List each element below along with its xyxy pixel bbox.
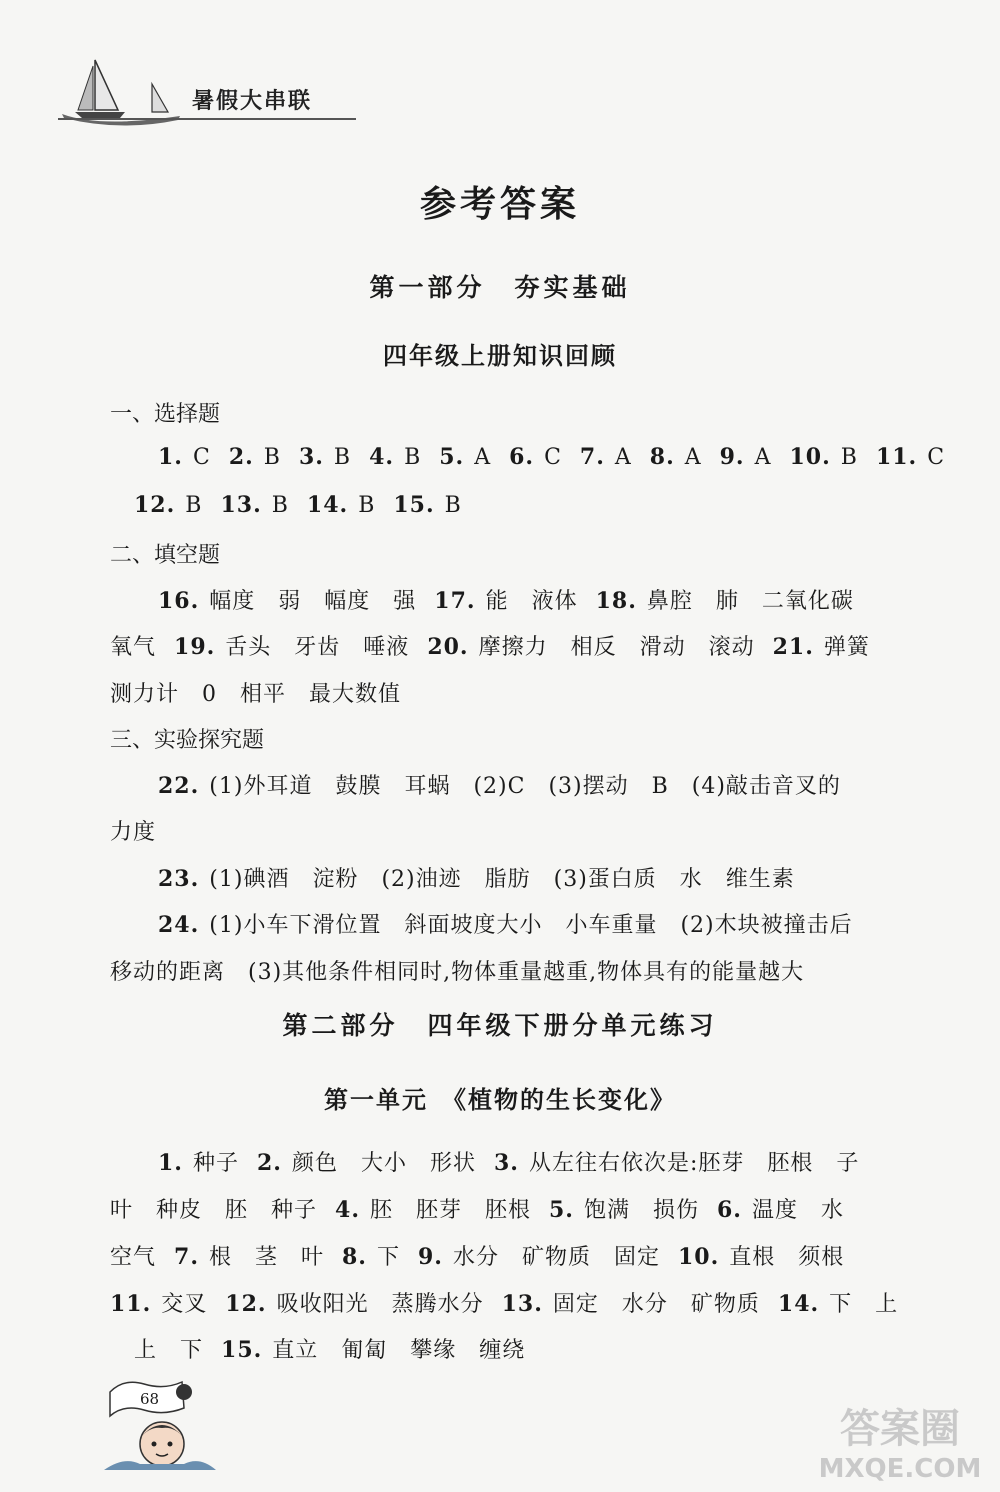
answer-number: 9. bbox=[719, 444, 745, 470]
answer-text: 力度 bbox=[110, 820, 157, 845]
fill-line-1 bbox=[158, 584, 968, 615]
unit-line-4 bbox=[110, 1287, 920, 1318]
unit-title: 第一单元 《植物的生长变化》 bbox=[324, 1085, 676, 1114]
series-title: 暑假大串联 bbox=[192, 89, 313, 114]
watermark bbox=[810, 1397, 990, 1484]
answer-number: 10. bbox=[789, 444, 831, 470]
answer-text: 下 bbox=[376, 1245, 400, 1270]
answer-text: 空气 bbox=[110, 1245, 157, 1270]
answer-text: C bbox=[544, 445, 562, 470]
answer-number: 15. bbox=[393, 492, 435, 518]
answer-number: 12. bbox=[134, 492, 176, 518]
section-heading-fill: 二、填空题 bbox=[110, 543, 221, 568]
answer-text: 胚 胚芽 胚根 bbox=[369, 1198, 531, 1223]
part2-title: 第二部分 四年级下册分单元练习 bbox=[282, 1011, 718, 1040]
answer-number: 4. bbox=[369, 444, 395, 470]
answer-text: B bbox=[404, 445, 422, 470]
answer-number: 7. bbox=[579, 444, 605, 470]
answer-number: 16. bbox=[158, 588, 200, 614]
answer-text: 摩擦力 相反 滑动 滚动 bbox=[478, 635, 755, 660]
exp-line-5 bbox=[110, 955, 920, 986]
unit-line-1 bbox=[158, 1146, 968, 1177]
answer-text: 能 液体 bbox=[485, 589, 578, 614]
answer-number: 20. bbox=[427, 634, 469, 660]
answer-number: 2. bbox=[228, 444, 254, 470]
answer-number: 1. bbox=[158, 444, 183, 470]
watermark-url: MXQE.COM bbox=[818, 1454, 982, 1484]
section-heading-choice: 一、选择题 bbox=[110, 402, 221, 427]
answer-text: 吸收阳光 蒸腾水分 bbox=[276, 1292, 484, 1317]
answer-text: 上 下 bbox=[134, 1338, 204, 1363]
header-divider bbox=[58, 118, 356, 120]
answer-text: 种子 bbox=[192, 1151, 239, 1176]
answer-number: 1. bbox=[158, 1150, 183, 1176]
answer-number: 17. bbox=[434, 588, 476, 614]
answer-number: 14. bbox=[306, 492, 349, 518]
answer-number: 8. bbox=[649, 444, 675, 470]
answer-text: B bbox=[333, 445, 352, 470]
answer-text: 叶 种皮 胚 种子 bbox=[110, 1198, 318, 1223]
answer-number: 12. bbox=[225, 1291, 267, 1317]
exp-line-2 bbox=[110, 815, 920, 846]
answer-text: 根 茎 叶 bbox=[208, 1245, 324, 1270]
answer-text: 弹簧 bbox=[823, 635, 870, 660]
answer-text: B bbox=[185, 493, 203, 518]
answer-text: 氧气 bbox=[110, 635, 157, 660]
answer-text: A bbox=[474, 445, 492, 470]
answer-number: 10. bbox=[677, 1244, 720, 1270]
answer-number: 19. bbox=[174, 634, 216, 660]
answer-text: 温度 水 bbox=[751, 1198, 844, 1223]
answer-number: 9. bbox=[417, 1244, 443, 1270]
answer-text: C bbox=[192, 445, 211, 470]
answer-number: 13. bbox=[501, 1291, 543, 1317]
answer-text: 从左往右依次是:胚芽 胚根 子 bbox=[528, 1151, 860, 1176]
exp-line-1 bbox=[158, 769, 968, 800]
answer-number: 3. bbox=[298, 444, 324, 470]
answer-text: B bbox=[358, 493, 376, 518]
choice-row-1 bbox=[158, 444, 968, 470]
answer-text: 直根 须根 bbox=[729, 1245, 845, 1270]
answer-text: 固定 水分 矿物质 bbox=[552, 1292, 760, 1317]
answer-number: 3. bbox=[493, 1150, 519, 1176]
answer-text: A bbox=[684, 445, 702, 470]
answer-number: 18. bbox=[595, 588, 637, 614]
watermark-logo: 答案圈 bbox=[840, 1406, 960, 1452]
answer-number: 13. bbox=[220, 492, 262, 518]
answer-text: 测力计 0 相平 最大数值 bbox=[110, 682, 401, 707]
answer-text: 鼻腔 肺 二氧化碳 bbox=[646, 589, 854, 614]
answer-text: (1)碘酒 淀粉 (2)油迹 脂肪 (3)蛋白质 水 维生素 bbox=[209, 867, 795, 892]
answer-number: 21. bbox=[772, 634, 814, 660]
answer-number: 15. bbox=[221, 1337, 263, 1363]
exp-line-3 bbox=[158, 862, 968, 893]
answer-number: 11. bbox=[110, 1291, 152, 1317]
unit-line-3 bbox=[110, 1240, 920, 1271]
answer-number: 14. bbox=[777, 1291, 820, 1317]
answer-number: 24. bbox=[158, 912, 200, 938]
answer-number: 11. bbox=[875, 444, 918, 470]
page-number: 68 bbox=[140, 1390, 160, 1408]
choice-row-2 bbox=[134, 492, 944, 518]
answer-text: 水分 矿物质 固定 bbox=[452, 1245, 660, 1270]
answer-text: (1)外耳道 鼓膜 耳蜗 (2)C (3)摆动 B (4)敲击音叉的 bbox=[209, 774, 841, 799]
page-title: 参考答案 bbox=[419, 183, 580, 225]
answer-text: C bbox=[927, 445, 946, 470]
answer-text: A bbox=[614, 445, 632, 470]
answer-text: 下 上 bbox=[829, 1292, 899, 1317]
answer-number: 5. bbox=[439, 444, 465, 470]
answer-text: 交叉 bbox=[161, 1292, 208, 1317]
answer-text: 颜色 大小 形状 bbox=[291, 1151, 476, 1176]
answer-number: 8. bbox=[342, 1244, 367, 1270]
unit-line-2 bbox=[110, 1193, 920, 1224]
answer-text: B bbox=[444, 493, 462, 518]
answer-text: 饱满 损伤 bbox=[583, 1198, 699, 1223]
fill-line-3 bbox=[110, 677, 920, 708]
answer-number: 7. bbox=[174, 1244, 199, 1270]
cartoon-child-icon bbox=[104, 1372, 216, 1472]
answer-number: 23. bbox=[158, 866, 200, 892]
answer-text: 舌头 牙齿 唾液 bbox=[225, 635, 410, 660]
part1-subtitle: 四年级上册知识回顾 bbox=[383, 341, 617, 370]
answer-number: 2. bbox=[256, 1150, 282, 1176]
answer-text: 直立 匍匐 攀缘 缠绕 bbox=[272, 1338, 526, 1363]
answer-number: 6. bbox=[509, 444, 535, 470]
section-heading-experiment: 三、实验探究题 bbox=[110, 728, 265, 753]
exp-line-4 bbox=[158, 908, 968, 939]
answer-number: 6. bbox=[716, 1197, 742, 1223]
sailboat-logo-icon bbox=[60, 58, 190, 126]
part1-title: 第一部分 夯实基础 bbox=[369, 273, 631, 302]
answer-number: 4. bbox=[335, 1197, 360, 1223]
fill-line-2 bbox=[110, 630, 920, 661]
answer-text: B bbox=[840, 445, 858, 470]
answer-number: 22. bbox=[158, 773, 200, 799]
answer-text: 移动的距离 (3)其他条件相同时,物体重量越重,物体具有的能量越大 bbox=[110, 960, 805, 985]
answer-text: (1)小车下滑位置 斜面坡度大小 小车重量 (2)木块被撞击后 bbox=[209, 913, 853, 938]
answer-text: A bbox=[754, 445, 772, 470]
answer-text: B bbox=[263, 445, 281, 470]
answer-text: B bbox=[271, 493, 289, 518]
answer-text: 幅度 弱 幅度 强 bbox=[209, 589, 417, 614]
answer-number: 5. bbox=[549, 1197, 574, 1223]
unit-line-5 bbox=[134, 1333, 944, 1364]
